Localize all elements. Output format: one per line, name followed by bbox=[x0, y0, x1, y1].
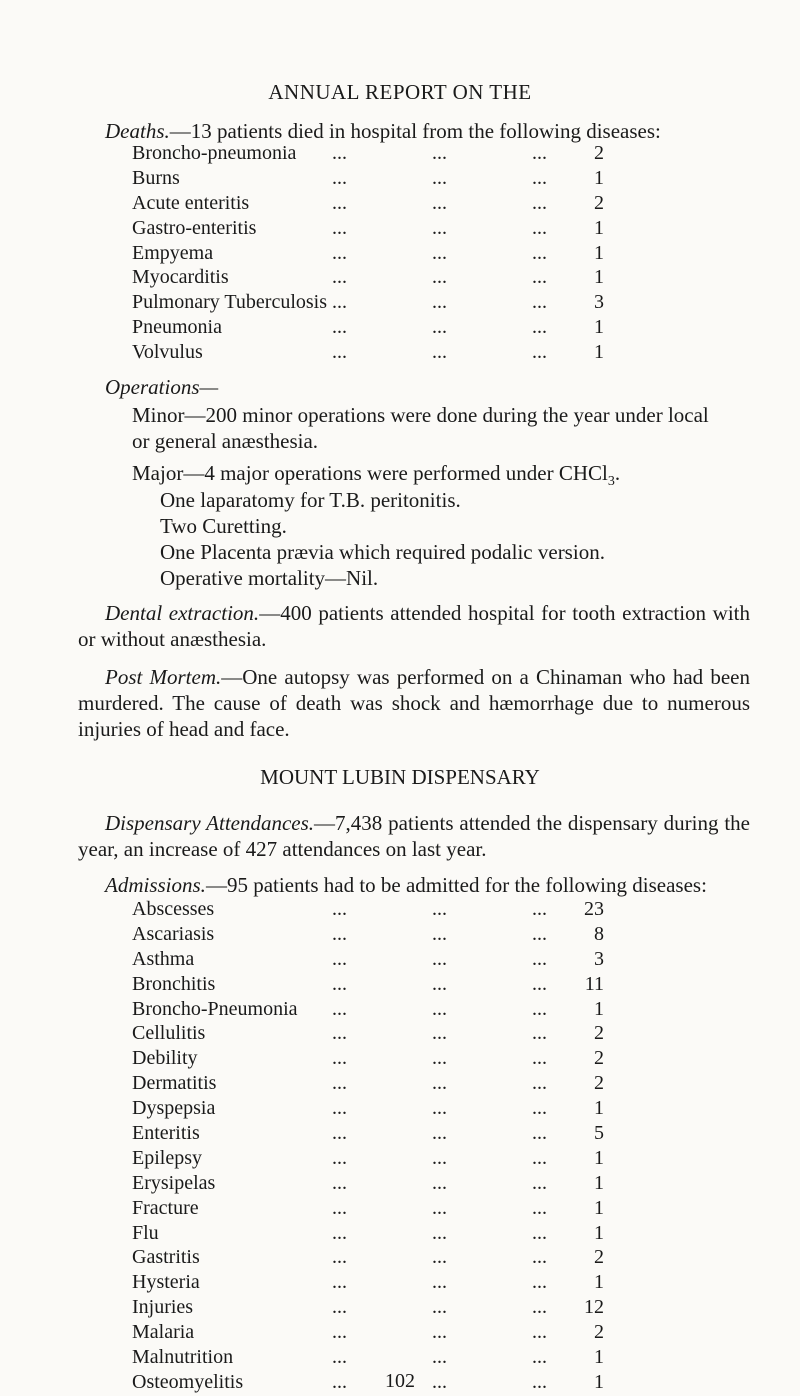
death-count: 1 bbox=[594, 216, 604, 239]
major-suffix: . bbox=[614, 461, 621, 485]
leader-dots: ... bbox=[532, 1321, 547, 1344]
leader-dots: ... bbox=[332, 266, 347, 289]
leader-dots: ... bbox=[532, 1047, 547, 1070]
admission-name: Bronchitis bbox=[132, 972, 216, 995]
leader-dots: ... bbox=[432, 166, 447, 189]
admission-name: Osteomyelitis bbox=[132, 1370, 244, 1393]
admission-name: Epilepsy bbox=[132, 1146, 202, 1169]
leader-dots: ... bbox=[532, 341, 547, 364]
leader-dots: ... bbox=[532, 241, 547, 264]
leader-dots: ... bbox=[532, 1246, 547, 1269]
death-row bbox=[132, 217, 652, 242]
admission-count: 2 bbox=[594, 1072, 604, 1095]
admission-count: 23 bbox=[584, 898, 604, 920]
deaths-paragraph bbox=[105, 118, 745, 144]
leader-dots: ... bbox=[532, 972, 547, 995]
operation-detail-2: Two Curetting. bbox=[160, 514, 287, 538]
death-row bbox=[132, 142, 652, 167]
death-row bbox=[132, 291, 652, 316]
operation-detail-4: Operative mortality—Nil. bbox=[160, 566, 379, 590]
leader-dots: ... bbox=[332, 1196, 347, 1219]
death-row bbox=[132, 167, 652, 192]
leader-dots: ... bbox=[332, 191, 347, 214]
deaths-lead: Deaths. bbox=[105, 119, 170, 143]
admission-row bbox=[132, 1122, 652, 1147]
postmortem-lead: Post Mortem. bbox=[105, 665, 222, 689]
leader-dots: ... bbox=[332, 898, 347, 920]
admissions-intro: —95 patients had to be admitted for the following diseases: bbox=[205, 873, 707, 897]
leader-dots: ... bbox=[432, 216, 447, 239]
leader-dots: ... bbox=[332, 166, 347, 189]
dental-lead: Dental extraction. bbox=[105, 601, 260, 625]
death-row bbox=[132, 192, 652, 217]
leader-dots: ... bbox=[332, 972, 347, 995]
death-count: 1 bbox=[594, 266, 604, 289]
leader-dots: ... bbox=[532, 166, 547, 189]
dental-text: —400 patients attended hospital for tooth extraction with or without anæsthesia. bbox=[78, 601, 750, 651]
leader-dots: ... bbox=[532, 316, 547, 339]
leader-dots: ... bbox=[332, 1271, 347, 1294]
leader-dots: ... bbox=[532, 142, 547, 164]
admission-row bbox=[132, 1097, 652, 1122]
death-count: 3 bbox=[594, 291, 604, 314]
death-name: Myocarditis bbox=[132, 266, 229, 289]
admission-count: 1 bbox=[594, 1146, 604, 1169]
admission-name: Cellulitis bbox=[132, 1022, 206, 1045]
leader-dots: ... bbox=[332, 1122, 347, 1145]
admission-count: 2 bbox=[594, 1321, 604, 1344]
leader-dots: ... bbox=[532, 1370, 547, 1393]
leader-dots: ... bbox=[432, 1122, 447, 1145]
admission-count: 1 bbox=[594, 1196, 604, 1219]
running-header: ANNUAL REPORT ON THE bbox=[268, 80, 532, 104]
leader-dots: ... bbox=[532, 291, 547, 314]
admission-row bbox=[132, 1246, 652, 1271]
leader-dots: ... bbox=[532, 1072, 547, 1095]
leader-dots: ... bbox=[432, 1321, 447, 1344]
leader-dots: ... bbox=[532, 898, 547, 920]
operations-title: Operations— bbox=[105, 375, 219, 399]
admission-count: 2 bbox=[594, 1022, 604, 1045]
leader-dots: ... bbox=[432, 1271, 447, 1294]
admission-row bbox=[132, 948, 652, 973]
leader-dots: ... bbox=[432, 1097, 447, 1120]
leader-dots: ... bbox=[332, 216, 347, 239]
leader-dots: ... bbox=[532, 997, 547, 1020]
leader-dots: ... bbox=[332, 1047, 347, 1070]
leader-dots: ... bbox=[432, 898, 447, 920]
leader-dots: ... bbox=[332, 997, 347, 1020]
page-number: 102 bbox=[385, 1370, 415, 1392]
leader-dots: ... bbox=[332, 316, 347, 339]
death-row bbox=[132, 341, 652, 366]
leader-dots: ... bbox=[332, 291, 347, 314]
leader-dots: ... bbox=[332, 1321, 347, 1344]
death-row bbox=[132, 316, 652, 341]
dispensary-title: MOUNT LUBIN DISPENSARY bbox=[260, 765, 540, 789]
admission-count: 1 bbox=[594, 1097, 604, 1120]
leader-dots: ... bbox=[432, 1221, 447, 1244]
admission-row bbox=[132, 1072, 652, 1097]
leader-dots: ... bbox=[332, 341, 347, 364]
admission-name: Injuries bbox=[132, 1296, 194, 1319]
attendances-paragraph bbox=[78, 810, 750, 862]
admission-row bbox=[132, 1047, 652, 1072]
admission-count: 1 bbox=[594, 1221, 604, 1244]
operation-detail-3: One Placenta prævia which required podalic version. bbox=[160, 540, 605, 564]
admissions-list bbox=[132, 898, 652, 1396]
leader-dots: ... bbox=[432, 1022, 447, 1045]
leader-dots: ... bbox=[532, 1171, 547, 1194]
operations-minor-line-2: or general anæsthesia. bbox=[132, 429, 319, 453]
leader-dots: ... bbox=[532, 947, 547, 970]
dental-paragraph bbox=[78, 600, 750, 652]
admissions-lead: Admissions. bbox=[105, 873, 206, 897]
leader-dots: ... bbox=[432, 1047, 447, 1070]
leader-dots: ... bbox=[432, 316, 447, 339]
death-count: 1 bbox=[594, 316, 604, 339]
leader-dots: ... bbox=[432, 1072, 447, 1095]
attendances-lead: Dispensary Attendances. bbox=[105, 811, 315, 835]
operations-minor-line-1: Minor—200 minor operations were done during the year under local bbox=[132, 403, 709, 427]
leader-dots: ... bbox=[432, 241, 447, 264]
admission-count: 1 bbox=[594, 1346, 604, 1369]
deaths-list bbox=[132, 142, 652, 366]
leader-dots: ... bbox=[432, 191, 447, 214]
admission-name: Abscesses bbox=[132, 898, 215, 920]
admission-row bbox=[132, 1271, 652, 1296]
death-name: Broncho-pneumonia bbox=[132, 142, 297, 164]
admission-row bbox=[132, 1022, 652, 1047]
leader-dots: ... bbox=[532, 266, 547, 289]
attendances-text: —7,438 patients attended the dispensary during the year, an increase of 427 attendances on last year. bbox=[78, 811, 750, 861]
postmortem-paragraph bbox=[78, 664, 750, 742]
leader-dots: ... bbox=[532, 191, 547, 214]
leader-dots: ... bbox=[332, 947, 347, 970]
major-subscript: 3 bbox=[607, 474, 615, 490]
admission-count: 1 bbox=[594, 1171, 604, 1194]
leader-dots: ... bbox=[432, 1296, 447, 1319]
leader-dots: ... bbox=[432, 1196, 447, 1219]
leader-dots: ... bbox=[532, 1346, 547, 1369]
leader-dots: ... bbox=[532, 1296, 547, 1319]
leader-dots: ... bbox=[532, 1122, 547, 1145]
admission-name: Erysipelas bbox=[132, 1171, 216, 1194]
admission-count: 1 bbox=[594, 1271, 604, 1294]
admission-name: Malaria bbox=[132, 1321, 195, 1344]
leader-dots: ... bbox=[432, 341, 447, 364]
admission-row bbox=[132, 1197, 652, 1222]
admission-name: Debility bbox=[132, 1047, 198, 1070]
death-name: Volvulus bbox=[132, 341, 203, 364]
leader-dots: ... bbox=[432, 142, 447, 164]
admission-name: Asthma bbox=[132, 947, 195, 970]
leader-dots: ... bbox=[432, 1171, 447, 1194]
leader-dots: ... bbox=[532, 1022, 547, 1045]
admissions-paragraph bbox=[105, 872, 765, 898]
admission-row bbox=[132, 1346, 652, 1371]
death-name: Burns bbox=[132, 166, 180, 189]
admission-name: Broncho-Pneumonia bbox=[132, 997, 298, 1020]
admission-row bbox=[132, 1321, 652, 1346]
death-count: 2 bbox=[594, 191, 604, 214]
leader-dots: ... bbox=[432, 947, 447, 970]
admission-row bbox=[132, 973, 652, 998]
death-name: Pulmonary Tuberculosis bbox=[132, 291, 328, 314]
leader-dots: ... bbox=[332, 1296, 347, 1319]
admission-count: 1 bbox=[594, 1370, 604, 1393]
death-name: Pneumonia bbox=[132, 316, 222, 339]
deaths-intro: —13 patients died in hospital from the following diseases: bbox=[169, 119, 661, 143]
admission-name: Ascariasis bbox=[132, 922, 215, 945]
admission-name: Gastritis bbox=[132, 1246, 200, 1269]
leader-dots: ... bbox=[432, 1246, 447, 1269]
operation-detail-1: One laparatomy for T.B. peritonitis. bbox=[160, 488, 461, 512]
admission-row bbox=[132, 1296, 652, 1321]
leader-dots: ... bbox=[432, 266, 447, 289]
leader-dots: ... bbox=[432, 1346, 447, 1369]
leader-dots: ... bbox=[332, 1221, 347, 1244]
admission-row bbox=[132, 1147, 652, 1172]
leader-dots: ... bbox=[332, 1370, 347, 1393]
leader-dots: ... bbox=[532, 1146, 547, 1169]
major-prefix: Major—4 major operations were performed under CHCl bbox=[132, 461, 608, 485]
death-row bbox=[132, 242, 652, 267]
leader-dots: ... bbox=[432, 1146, 447, 1169]
leader-dots: ... bbox=[332, 1072, 347, 1095]
death-row bbox=[132, 266, 652, 291]
leader-dots: ... bbox=[532, 216, 547, 239]
admission-count: 1 bbox=[594, 997, 604, 1020]
leader-dots: ... bbox=[432, 972, 447, 995]
leader-dots: ... bbox=[332, 1022, 347, 1045]
admission-count: 2 bbox=[594, 1246, 604, 1269]
admission-name: Dermatitis bbox=[132, 1072, 217, 1095]
operations-major-line bbox=[132, 461, 620, 490]
admission-count: 12 bbox=[584, 1296, 604, 1319]
leader-dots: ... bbox=[532, 1271, 547, 1294]
admission-row bbox=[132, 1172, 652, 1197]
admission-name: Flu bbox=[132, 1221, 159, 1244]
death-name: Acute enteritis bbox=[132, 191, 250, 214]
admission-name: Fracture bbox=[132, 1196, 199, 1219]
admission-row bbox=[132, 898, 652, 923]
admission-count: 11 bbox=[584, 972, 604, 995]
admission-row bbox=[132, 998, 652, 1023]
death-name: Empyema bbox=[132, 241, 214, 264]
leader-dots: ... bbox=[332, 1097, 347, 1120]
leader-dots: ... bbox=[432, 922, 447, 945]
leader-dots: ... bbox=[332, 241, 347, 264]
leader-dots: ... bbox=[332, 922, 347, 945]
admission-count: 8 bbox=[594, 922, 604, 945]
leader-dots: ... bbox=[432, 291, 447, 314]
admission-count: 3 bbox=[594, 947, 604, 970]
admission-name: Enteritis bbox=[132, 1122, 200, 1145]
admission-row bbox=[132, 923, 652, 948]
leader-dots: ... bbox=[432, 1370, 447, 1393]
leader-dots: ... bbox=[532, 922, 547, 945]
admission-count: 5 bbox=[594, 1122, 604, 1145]
death-count: 1 bbox=[594, 166, 604, 189]
leader-dots: ... bbox=[332, 1346, 347, 1369]
admission-name: Hysteria bbox=[132, 1271, 200, 1294]
leader-dots: ... bbox=[332, 1246, 347, 1269]
admission-count: 2 bbox=[594, 1047, 604, 1070]
admission-name: Malnutrition bbox=[132, 1346, 234, 1369]
leader-dots: ... bbox=[332, 1171, 347, 1194]
leader-dots: ... bbox=[332, 1146, 347, 1169]
leader-dots: ... bbox=[332, 142, 347, 164]
death-count: 1 bbox=[594, 341, 604, 364]
death-count: 1 bbox=[594, 241, 604, 264]
leader-dots: ... bbox=[532, 1196, 547, 1219]
admission-row bbox=[132, 1222, 652, 1247]
leader-dots: ... bbox=[432, 997, 447, 1020]
death-name: Gastro-enteritis bbox=[132, 216, 257, 239]
leader-dots: ... bbox=[532, 1097, 547, 1120]
postmortem-text: —One autopsy was performed on a Chinaman who had been murdered. The cause of death was shock and hæmorrhage due to numerous injuries of head and face. bbox=[78, 665, 750, 741]
death-count: 2 bbox=[594, 142, 604, 164]
admission-name: Dyspepsia bbox=[132, 1097, 216, 1120]
leader-dots: ... bbox=[532, 1221, 547, 1244]
